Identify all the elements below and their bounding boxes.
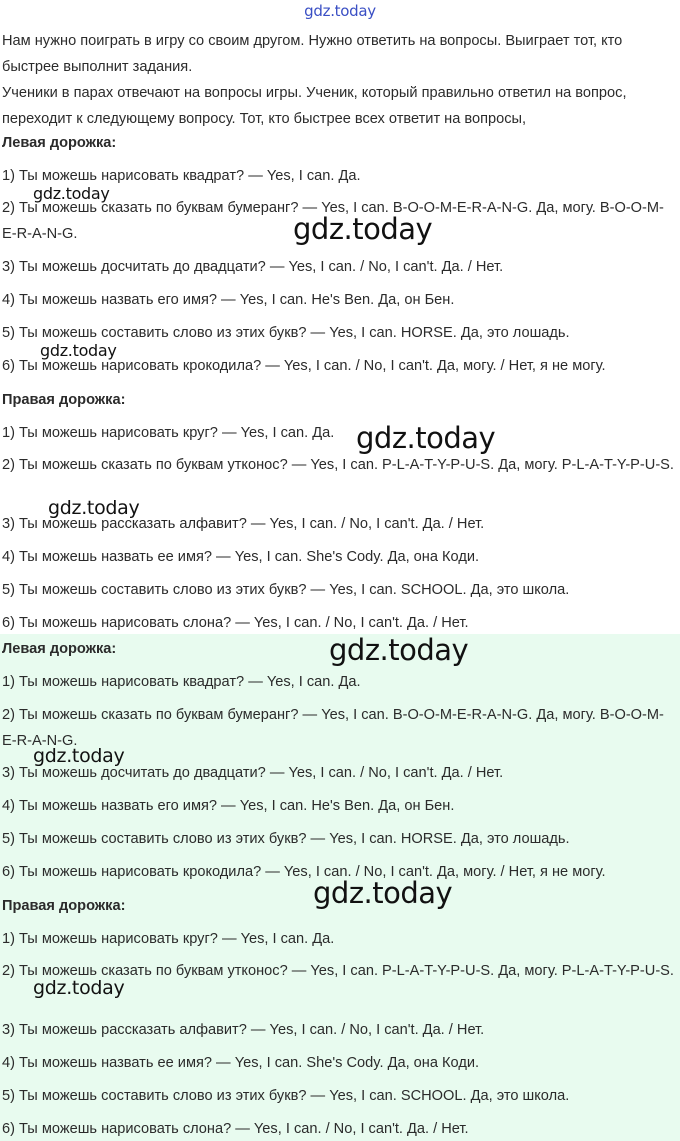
right-track-item-1: 1) Ты можешь нарисовать круг? — Yes, I can. Да. <box>2 931 335 947</box>
right-track-heading: Правая дорожка: <box>2 898 126 914</box>
right-track-item-6: 6) Ты можешь нарисовать слона? — Yes, I can. / No, I can't. Да. / Нет. <box>2 615 469 631</box>
intro-paragraph-1: Нам нужно поиграть в игру со своим другом. Нужно ответить на вопросы. Выиграет тот, кто быстрее выполнит задания. <box>2 33 623 75</box>
intro-paragraph-2: Ученики в парах отвечают на вопросы игры. Ученик, который правильно ответил на вопрос, переходит к следующему вопросу. Тот, кто быстрее всех ответит на вопросы, <box>2 85 627 127</box>
answers-block-2 <box>0 634 680 1141</box>
watermark: gdz.today <box>40 341 117 360</box>
right-track-item-4: 4) Ты можешь назвать ее имя? — Yes, I can. She's Cody. Да, она Коди. <box>2 549 480 565</box>
right-track-item-4: 4) Ты можешь назвать ее имя? — Yes, I can. She's Cody. Да, она Коди. <box>2 1055 480 1071</box>
watermark: gdz.today <box>356 421 496 455</box>
watermark: gdz.today <box>33 745 125 767</box>
left-track-item-4: 4) Ты можешь назвать его имя? — Yes, I can. He's Ben. Да, он Бен. <box>2 292 455 308</box>
left-track-item-1: 1) Ты можешь нарисовать квадрат? — Yes, I can. Да. <box>2 168 361 184</box>
watermark: gdz.today <box>33 184 110 203</box>
site-watermark-header: gdz.today <box>304 2 376 20</box>
right-track-item-3: 3) Ты можешь рассказать алфавит? — Yes, I can. / No, I can't. Да. / Нет. <box>2 1022 485 1038</box>
right-track-item-2: 2) Ты можешь сказать по буквам утконос? — Yes, I can. P-L-A-T-Y-P-U-S. Да, могу. P-L-A-T-Y-P-U-S. <box>2 963 674 979</box>
left-track-heading: Левая дорожка: <box>2 641 117 657</box>
right-track-item-6: 6) Ты можешь нарисовать слона? — Yes, I can. / No, I can't. Да. / Нет. <box>2 1121 469 1137</box>
left-track-item-3: 3) Ты можешь досчитать до двадцати? — Yes, I can. / No, I can't. Да. / Нет. <box>2 259 504 275</box>
left-track-item-6: 6) Ты можешь нарисовать крокодила? — Yes, I can. / No, I can't. Да, могу. / Нет, я не могу. <box>2 864 606 880</box>
left-track-item-3: 3) Ты можешь досчитать до двадцати? — Yes, I can. / No, I can't. Да. / Нет. <box>2 765 504 781</box>
right-track-item-5: 5) Ты можешь составить слово из этих букв? — Yes, I can. SCHOOL. Да, это школа. <box>2 582 570 598</box>
intro-text <box>2 28 678 132</box>
right-track-item-3: 3) Ты можешь рассказать алфавит? — Yes, I can. / No, I can't. Да. / Нет. <box>2 516 485 532</box>
right-track-item-2: 2) Ты можешь сказать по буквам утконос? — Yes, I can. P-L-A-T-Y-P-U-S. Да, могу. P-L-A-T-Y-P-U-S. <box>2 457 674 473</box>
left-track-item-1: 1) Ты можешь нарисовать квадрат? — Yes, I can. Да. <box>2 674 361 690</box>
watermark: gdz.today <box>313 876 453 910</box>
left-track-item-6: 6) Ты можешь нарисовать крокодила? — Yes, I can. / No, I can't. Да, могу. / Нет, я не могу. <box>2 358 606 374</box>
left-track-item-4: 4) Ты можешь назвать его имя? — Yes, I can. He's Ben. Да, он Бен. <box>2 798 455 814</box>
right-track-item-1: 1) Ты можешь нарисовать круг? — Yes, I can. Да. <box>2 425 335 441</box>
watermark: gdz.today <box>329 633 469 667</box>
watermark: gdz.today <box>293 212 433 246</box>
left-track-item-2: 2) Ты можешь сказать по буквам бумеранг? — Yes, I can. B-O-O-M-E-R-A-N-G. Да, могу. B-O-O-M-E-R-A-N-G. <box>2 707 664 749</box>
right-track-heading: Правая дорожка: <box>2 392 126 408</box>
watermark: gdz.today <box>48 497 140 519</box>
right-track-item-5: 5) Ты можешь составить слово из этих букв? — Yes, I can. SCHOOL. Да, это школа. <box>2 1088 570 1104</box>
left-track-item-2: 2) Ты можешь сказать по буквам бумеранг? — Yes, I can. B-O-O-M-E-R-A-N-G. Да, могу. B-O-O-M-E-R-A-N-G. <box>2 200 664 242</box>
left-track-item-5: 5) Ты можешь составить слово из этих букв? — Yes, I can. HORSE. Да, это лошадь. <box>2 831 570 847</box>
left-track-item-5: 5) Ты можешь составить слово из этих букв? — Yes, I can. HORSE. Да, это лошадь. <box>2 325 570 341</box>
left-track-heading: Левая дорожка: <box>2 135 117 151</box>
answers-block-1 <box>0 132 680 634</box>
watermark: gdz.today <box>33 977 125 999</box>
